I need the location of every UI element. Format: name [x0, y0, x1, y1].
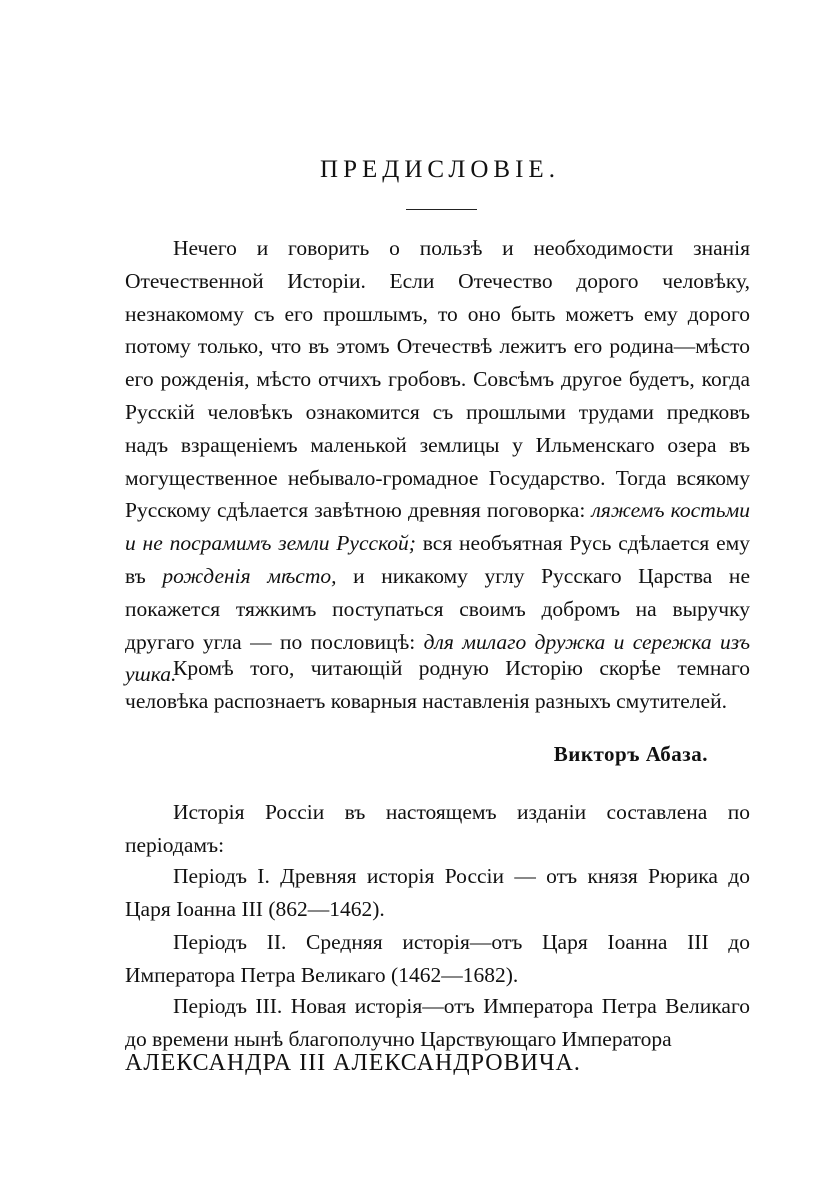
periods-intro — [125, 796, 750, 862]
period-3-text: Періодъ III. Новая исторія—отъ Императора Петра Великаго до времени нынѣ благополучно Царствующаго Императора — [125, 994, 750, 1051]
emperor-name: АЛЕКСАНДРА III АЛЕКСАНДРОВИЧА. — [125, 1050, 581, 1076]
preface-paragraph-2 — [125, 652, 750, 718]
preface-paragraph-2-text: Кромѣ того, читающій родную Исторію скорѣе темнаго человѣка распознаетъ коварныя наставленія разныхъ смутителей. — [125, 656, 750, 713]
author-signature: Викторъ Абаза. — [553, 742, 708, 766]
period-1-text: Періодъ I. Древняя исторія Россіи — отъ князя Рюрика до Царя Іоанна III (862—1462). — [125, 864, 750, 921]
proverb-italic-2: рожденія мѣсто, — [162, 563, 337, 588]
preface-text-part-b: вся необъятная Русь сдѣлается ему въ — [125, 531, 750, 588]
period-1 — [125, 860, 750, 926]
periods-intro-text: Исторія Россіи въ настоящемъ изданіи составлена по періодамъ: — [125, 800, 750, 857]
period-3 — [125, 990, 750, 1056]
page-title: ПРЕДИСЛОВІЕ. — [320, 156, 560, 183]
preface-paragraph-1 — [125, 232, 750, 691]
proverb-italic-1: ляжемъ костьми и не посрамимъ земли Русской; — [125, 498, 750, 556]
preface-text-part-c: и никакому углу Русскаго Царства не покажется тяжкимъ поступаться своимъ добромъ на выручку другаго угла — по пословицѣ: — [125, 563, 750, 654]
preface-text-part-a: Нечего и говорить о пользѣ и необходимости знанія Отечественной Исторіи. Если Отечество дорого человѣку, незнакомому съ его прошлымъ, то оно быть можетъ ему дорого потому только, что въ этомъ Отечествѣ лежитъ его родина—мѣсто его рожденія, мѣсто отчихъ гробовъ. Совсѣмъ другое будетъ, когда Русскій человѣкъ ознакомится съ прошлыми трудами предковъ надъ взращеніемъ маленькой землицы у Ильменскаго озера въ могущественное небывало-громадное Государство. Тогда всякому Русскому сдѣлается завѣтною древняя поговорка: — [125, 236, 750, 523]
period-2-text: Періодъ II. Средняя исторія—отъ Царя Іоанна III до Императора Петра Великаго (1462—1682). — [125, 930, 750, 987]
preface-paragraph-1-text — [125, 232, 750, 691]
period-2 — [125, 926, 750, 992]
title-divider — [406, 209, 477, 210]
proverb-italic-3: для милаго дружка и сережка изъ ушка. — [125, 629, 750, 687]
